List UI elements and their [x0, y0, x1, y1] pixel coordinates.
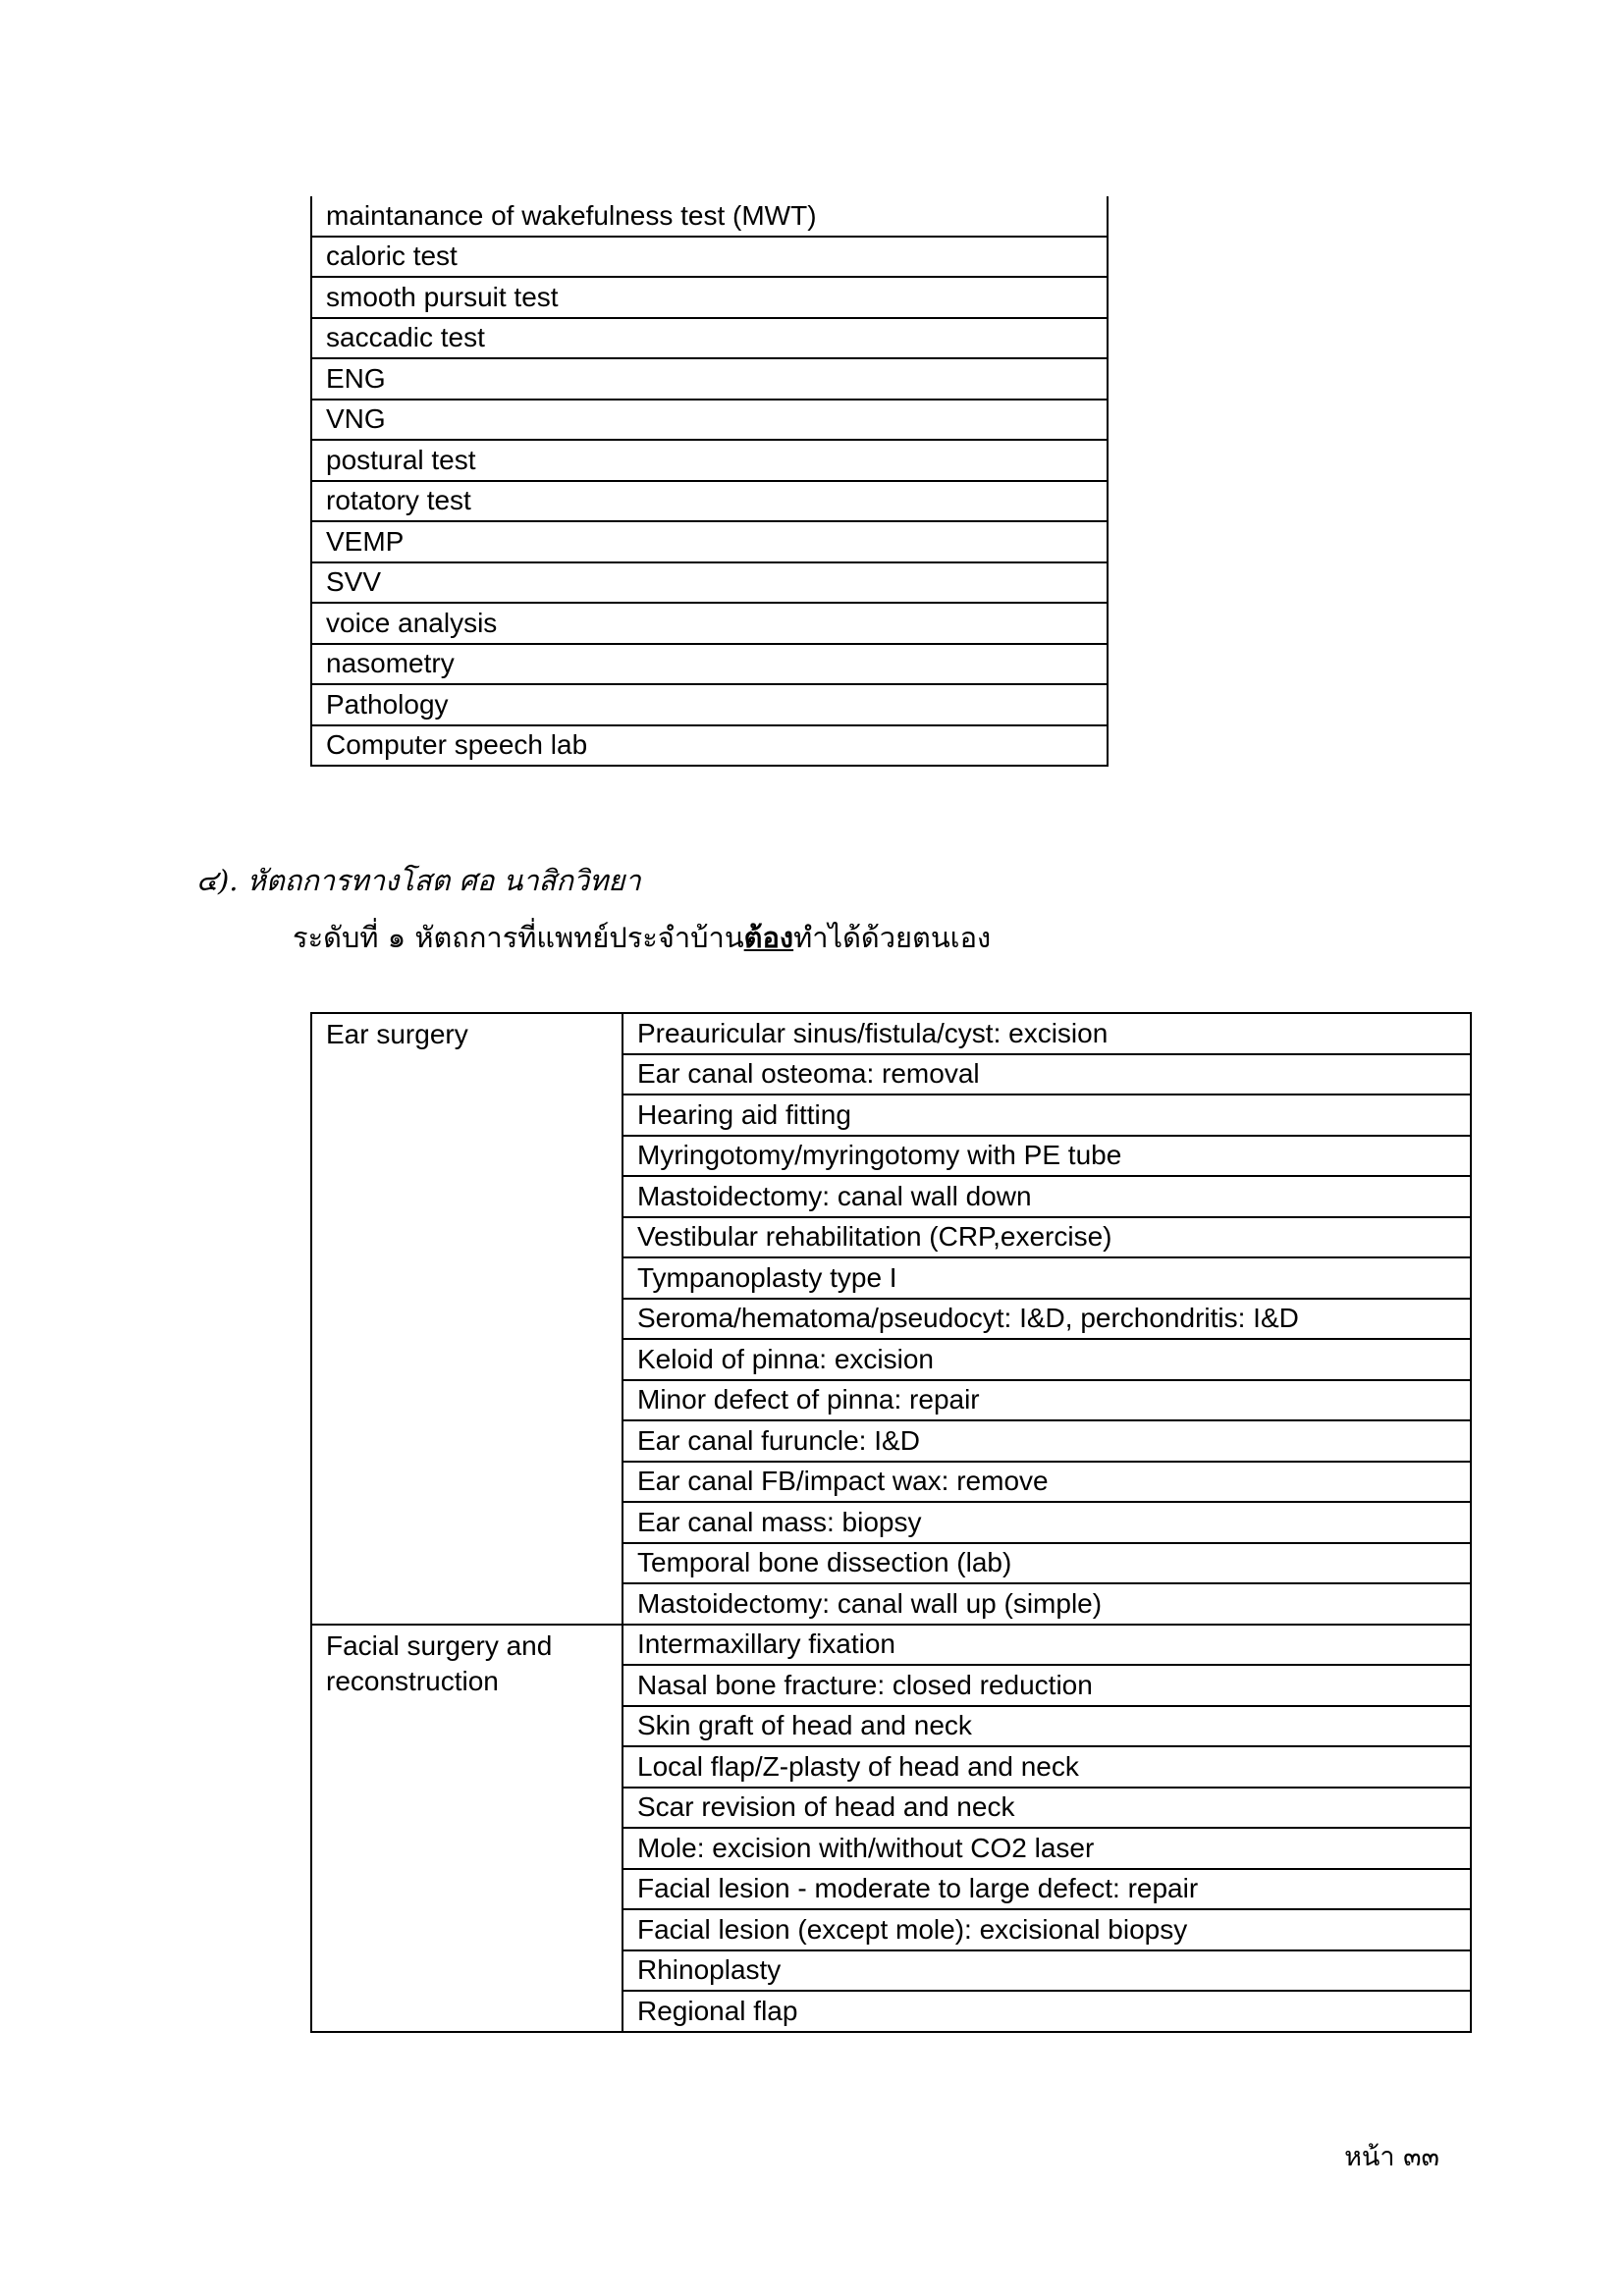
test-name-cell: caloric test: [311, 237, 1108, 278]
test-name-cell: smooth pursuit test: [311, 277, 1108, 318]
procedure-cell: Intermaxillary fixation: [623, 1625, 1471, 1666]
procedure-cell: Keloid of pinna: excision: [623, 1339, 1471, 1380]
test-name-cell: Computer speech lab: [311, 725, 1108, 767]
category-cell: Ear surgery: [311, 1013, 623, 1625]
table-row: [311, 521, 1108, 562]
category-cell: Facial surgery and reconstruction: [311, 1625, 623, 2032]
test-name-cell: Pathology: [311, 684, 1108, 725]
procedure-cell: Skin graft of head and neck: [623, 1706, 1471, 1747]
procedures-table: [310, 1012, 1472, 2033]
page-number: หน้า ๓๓: [1344, 2142, 1439, 2172]
test-name-cell: rotatory test: [311, 481, 1108, 522]
table-row: [311, 196, 1108, 237]
table-row: [311, 277, 1108, 318]
table-row: [311, 684, 1108, 725]
tests-table: [310, 196, 1109, 767]
level-heading-emphasis: ต้อง: [743, 921, 794, 954]
procedure-cell: Mole: excision with/without CO2 laser: [623, 1828, 1471, 1869]
procedure-cell: Preauricular sinus/fistula/cyst: excision: [623, 1013, 1471, 1054]
procedure-cell: Vestibular rehabilitation (CRP,exercise): [623, 1217, 1471, 1258]
level-heading: [293, 918, 991, 957]
table-row: [311, 603, 1108, 644]
test-name-cell: maintanance of wakefulness test (MWT): [311, 196, 1108, 237]
procedure-cell: Minor defect of pinna: repair: [623, 1380, 1471, 1421]
table-row: [311, 440, 1108, 481]
table-row: [311, 1013, 1471, 1054]
procedure-cell: Rhinoplasty: [623, 1950, 1471, 1992]
procedure-cell: Scar revision of head and neck: [623, 1788, 1471, 1829]
procedure-cell: Mastoidectomy: canal wall down: [623, 1176, 1471, 1217]
test-name-cell: saccadic test: [311, 318, 1108, 359]
table-row: [311, 318, 1108, 359]
test-name-cell: ENG: [311, 358, 1108, 400]
test-name-cell: VEMP: [311, 521, 1108, 562]
table-row: [311, 1625, 1471, 1666]
level-heading-suffix: ทำได้ด้วยตนเอง: [793, 921, 992, 954]
procedure-cell: Ear canal FB/impact wax: remove: [623, 1462, 1471, 1503]
procedure-cell: Local flap/Z-plasty of head and neck: [623, 1746, 1471, 1788]
table-row: [311, 400, 1108, 441]
procedure-cell: Ear canal furuncle: I&D: [623, 1420, 1471, 1462]
procedure-cell: Temporal bone dissection (lab): [623, 1543, 1471, 1584]
procedure-cell: Nasal bone fracture: closed reduction: [623, 1665, 1471, 1706]
section-title: ๔). หัตถการทางโสต ศอ นาสิกวิทยา: [196, 864, 641, 897]
test-name-cell: nasometry: [311, 644, 1108, 685]
procedure-cell: Ear canal osteoma: removal: [623, 1054, 1471, 1095]
table-row: [311, 237, 1108, 278]
table-row: [311, 481, 1108, 522]
table-row: [311, 725, 1108, 767]
procedure-cell: Myringotomy/myringotomy with PE tube: [623, 1136, 1471, 1177]
table-row: [311, 562, 1108, 604]
table-row: [311, 358, 1108, 400]
test-name-cell: VNG: [311, 400, 1108, 441]
level-heading-prefix: ระดับที่ ๑ หัตถการที่แพทย์ประจำบ้าน: [293, 921, 744, 954]
procedure-cell: Tympanoplasty type I: [623, 1257, 1471, 1299]
procedure-cell: Seroma/hematoma/pseudocyt: I&D, perchondritis: I&D: [623, 1299, 1471, 1340]
procedure-cell: Hearing aid fitting: [623, 1095, 1471, 1136]
table-row: [311, 644, 1108, 685]
test-name-cell: SVV: [311, 562, 1108, 604]
procedure-cell: Facial lesion - moderate to large defect: repair: [623, 1869, 1471, 1910]
procedure-cell: Facial lesion (except mole): excisional biopsy: [623, 1909, 1471, 1950]
test-name-cell: voice analysis: [311, 603, 1108, 644]
procedure-cell: Regional flap: [623, 1991, 1471, 2032]
procedure-cell: Ear canal mass: biopsy: [623, 1502, 1471, 1543]
procedure-cell: Mastoidectomy: canal wall up (simple): [623, 1583, 1471, 1625]
test-name-cell: postural test: [311, 440, 1108, 481]
